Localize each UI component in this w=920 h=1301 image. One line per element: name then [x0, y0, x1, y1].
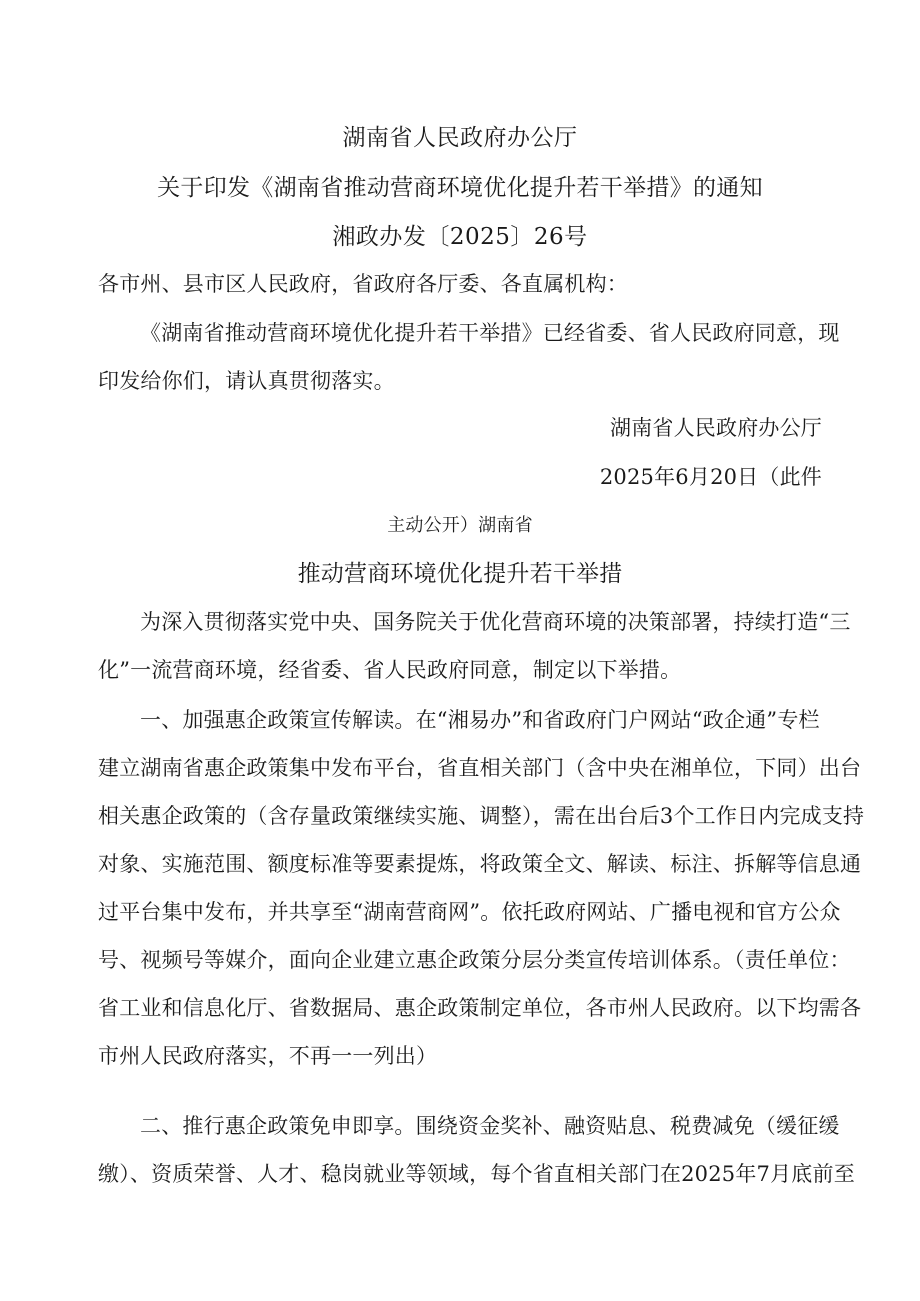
item1-line-1: 一、加强惠企政策宣传解读。在“湘易办”和省政府门户网站“政企通”专栏: [140, 708, 820, 732]
document-number: 湘政办发〔2025〕26号: [332, 224, 588, 250]
intro-line-2: 化”一流营商环境，经省委、省人民政府同意，制定以下举措。: [98, 658, 682, 682]
item1-line-8: 市州人民政府落实，不再一一列出）: [98, 1044, 438, 1068]
item1-line-3: 相关惠企政策的（含存量政策继续实施、调整），需在出台后3个工作日内完成支持: [98, 804, 865, 828]
public-notice-line: 主动公开）湖南省: [387, 515, 533, 536]
signature: 湖南省人民政府办公厅: [610, 416, 822, 440]
item1-line-2: 建立湖南省惠企政策集中发布平台，省直相关部门（含中央在湘单位，下同）出台: [98, 756, 862, 780]
title-line-2: 关于印发《湖南省推动营商环境优化提升若干举措》的通知: [157, 175, 763, 201]
item1-line-6: 号、视频号等媒介，面向企业建立惠企政策分层分类宣传培训体系。（责任单位：: [98, 948, 851, 972]
item2-line-2: 缴）、资质荣誉、人才、稳岗就业等领域，每个省直相关部门在2025年7月底前至: [98, 1162, 855, 1186]
item2-line-1: 二、推行惠企政策免申即享。围绕资金奖补、融资贴息、税费减免（缓征缓: [140, 1114, 840, 1138]
measures-title: 推动营商环境优化提升若干举措: [297, 561, 623, 587]
issue-date: 2025年6月20日（此件: [599, 465, 822, 489]
item1-line-4: 对象、实施范围、额度标准等要素提炼，将政策全文、解读、标注、拆解等信息通: [98, 852, 862, 876]
intro-line-1: 为深入贯彻落实党中央、国务院关于优化营商环境的决策部署，持续打造“三: [140, 610, 851, 634]
addressee: 各市州、县市区人民政府，省政府各厅委、各直属机构：: [98, 272, 628, 296]
title-line-1: 湖南省人民政府办公厅: [342, 125, 578, 151]
item1-line-5: 过平台集中发布，并共享至“湖南营商网”。依托政府网站、广播电视和官方公众: [98, 900, 841, 924]
notice-body-line-1: 《湖南省推动营商环境优化提升若干举措》已经省委、省人民政府同意，现: [140, 321, 840, 345]
item1-line-7: 省工业和信息化厅、省数据局、惠企政策制定单位，各市州人民政府。以下均需各: [98, 996, 862, 1020]
notice-body-line-2: 印发给你们，请认真贯彻落实。: [98, 369, 395, 393]
